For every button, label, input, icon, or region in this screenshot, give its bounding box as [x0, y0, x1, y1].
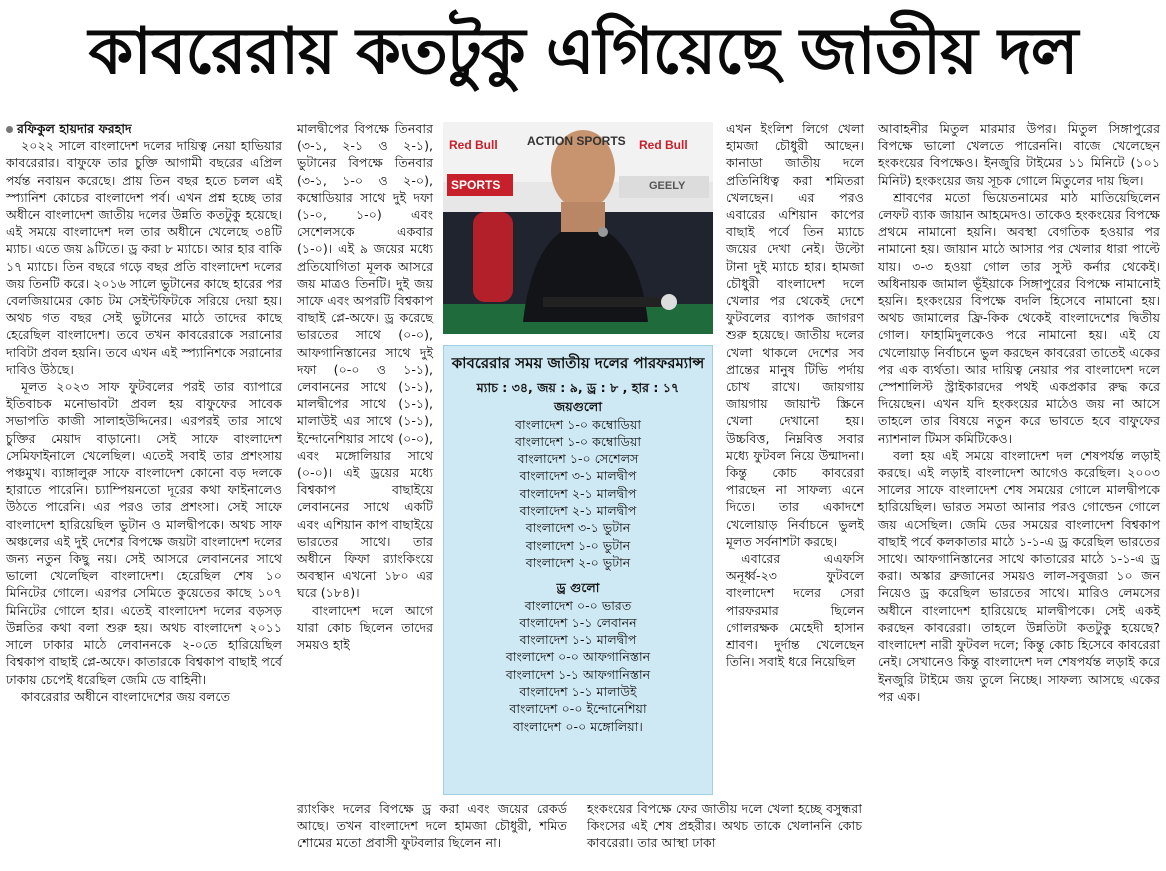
box-stats: ম্যাচ : ৩৪, জয় : ৯, ড্র : ৮ , হার : ১৭ — [476, 380, 680, 395]
paragraph: এখন ইংলিশ লিগে খেলা হামজা চৌধুরী আছেন। কানাডা জাতীয় দলে প্রতিনিধিত্ব করা শমিতরা খেলছেন। এর পরও এবারের এশিয়ান কাপের বাছাই পর্বে তিন ম্যাচে জয়ের দেখা নেই। উল্টো টানা দুই ম্যাচে হার। হামজা চৌধুরী বাংলাদেশ দলে খেলার পর থেকেই দেশে ফুটবলের ব্যাপক জাগরণ শুরু হয়েছে। জাতীয় দলের খেলা থাকলে দেশের সব প্রান্তের মানুষ টিভি পর্দায় চোখ রাখে। জায়গায় জায়গায় জায়ান্ট স্ক্রিনে খেলা দেখানো হয়। উচ্চবিত্ত, নিম্নবিত্ত সবার মধ্যে ফুটবল নিয়ে উন্মাদনা। কিন্তু কোচ কাবরেরা পারছেন না সাফল্য এনে দিতে। তার একাদশে খেলোয়াড় নির্বাচনে ভুলই মূলত সর্বনাশটা করছে। — [726, 121, 864, 549]
bullet-icon — [6, 126, 13, 133]
performance-box — [443, 345, 713, 795]
paragraph: হংকংয়ের বিপক্ষে ফের জাতীয় দলে খেলা হচ্ছে বসুন্ধরা কিংসের এই শেষ প্রহরীর। অথচ তাকে খেলাননি কোচ কাবরেরা। তার আস্থা ঢাকা — [587, 801, 862, 851]
paragraph: মূলত ২০২৩ সাফ ফুটবলের পরই তার ব্যাপারে ইতিবাচক মনোভাবটা প্রবল হয় বাফুফের সাবেক সভাপতি কাজী সালাহউদ্দিনের। এরপরই তার সাথে চুক্তির মেয়াদ বাড়ানো। সেই সাফে বাংলাদেশ সেমিফাইনালে খেলেছিল। এতেই সবাই তার প্রশংসায় পঞ্চমুখ। ব্যাঙ্গালুরু সাফে বাংলাদেশ কোনো বড় দলকে হারাতে পারেনি। চ্যাম্পিয়নতো দূরের কথা ফাইনালেও উঠতে পারেনি। এর পরও তার প্রশংসা। সেই সাফে বাংলাদেশ হারিয়েছিল ভুটান ও মালদ্বীপকে। অথচ সাফ অঞ্চলের এই দুই দেশের বিপক্ষে জয়টা বাংলাদেশ দলের জন্য নতুন কিছু নয়। সেই আসরে লেবাননের সাথে ভালো খেলেছিল বাংলাদেশ। হেরেছিল শেষ ১০ মিনিটের গোলে। এরপর সেমিতে কুয়েতের কাছে ১০৭ মিনিটের গোলে হার। এতেই বাংলাদেশ দলের বড়সড় উন্নতির কথা বলা শুরু হয়। অথচ বাংলাদেশ ২০১১ সালে ঢাকার মাঠে লেবাননকে ২-০তে হারিয়েছিল বিশ্বকাপ বাছাই প্লে-অফে। কাতারকে বিশ্বকাপ বাছাই পর্বে ঢাকায় চেপেই ধরেছিল জেমি ডে বাহিনী। — [6, 379, 282, 687]
article-column-1 — [6, 120, 282, 865]
banner-redbull-left: Red Bull — [449, 138, 498, 152]
win-row: বাংলাদেশ ১-০ সেশেলস — [517, 451, 639, 467]
draw-row: বাংলাদেশ ০-০ মঙ্গোলিয়া। — [513, 718, 643, 734]
draw-row: বাংলাদেশ ০-০ ইন্দোনেশিয়া — [509, 701, 647, 717]
win-row: বাংলাদেশ ১-০ কম্বোডিয়া — [514, 416, 642, 432]
win-row: বাংলাদেশ ২-১ মালদ্বীপ — [519, 485, 637, 501]
byline: রফিকুল হায়দার ফরহাদ — [17, 121, 132, 136]
wins-heading: জয়গুলো — [554, 399, 602, 415]
win-row: বাংলাদেশ ১-০ ভুটান — [525, 537, 631, 553]
paragraph: শ্রাবণের মতো ভিয়েতনামের মাঠ মাতিয়েছিলেন লেফট ব্যাক জায়ান আহমেদও। তাকেও হংকংয়ের বিপক্ষে প্রথমে নামানো হয়নি। অবস্থা বেগতিক হওয়ার পর নামানো হয়। জায়ান মাঠে আসার পর খেলার ধারা পাল্টে যায়। ৩-৩ হওয়া গোল তার সুস্ট কর্নার থেকেই। অধিনায়ক জামাল ভূঁইয়াকে সিঙ্গাপুরের বিপক্ষে নামানোই হয়নি। হংকংয়ের বিপক্ষে বদলি হিসেবে নামানো হয়। অথচ জামালের ফ্রি-কিক থেকেই বাংলাদেশের দ্বিতীয় গোল। ফাহামিদুলকেও পরে নামানো হয়। এই যে খেলোয়াড় নির্বাচনে ভুল করছেন কাবরেরা তাতেই একের পর এক ব্যর্থতা। আর দায়িত্ব নেয়ার পর বাংলাদেশ দলে স্পেশালিস্ট স্ট্রাইকারদের পথই একপ্রকার রুদ্ধ করে দিয়েছেন। এখন যদি হংকংয়ের মাঠেও জয় না আসে তাহলে তার বিষয়ে নতুন করে ভাবতে হবে বাফুফের ন্যাশনাল টিমস কমিটিকেও। — [878, 189, 1160, 446]
paragraph: মালদ্বীপের বিপক্ষে তিনবার (৩-১, ২-১ ও ২-১), ভুটানের বিপক্ষে তিনবার (৩-১, ১-০ ও ২-০), কম্বোডিয়ার সাথে দুই দফা (১-০, ১-০) এবং সেশেলসকে একবার (১-০)। এই ৯ জয়ের মধ্যে প্রতিযোগিতা মূলক আসরে জয় মাত্রও তিনটি। দুই জয় সাফে এবং অপরটি বিশ্বকাপ বাছাই প্লে-অফে। ড্র করেছে ভারতের সাথে (০-০), আফগানিস্তানের সাথে দুই দফা (০-০ ও ১-১), লেবাননের সাথে (১-১), মালদ্বীপের সাথে (১-১), মালাউই এর সাথে (১-১), ইন্দোনেশিয়ার সাথে (০-০), এবং মঙ্গোলিয়ার সাথে (০-০)। এই ড্রয়ের মধ্যে বিশ্বকাপ বাছাইয়ে লেবাননের সাথে একটি এবং এশিয়ান কাপ বাছাইয়ে ভারতের সাথে। তার অধীনে ফিফা র‌্যাংকিংয়ে অবস্থান এখনো ১৮০ এর ঘরে (১৮৪)। — [297, 121, 433, 601]
headline: কাবরেরায় কতটুকু এগিয়েছে জাতীয় দল — [88, 14, 1078, 89]
paragraph: বলা হয় এই সময়ে বাংলাদেশ দল শেষপর্যন্ত লড়াই করছে। এই লড়াই বাংলাদেশ আগেও করেছিল। ২০০৩ সালের সাফে বাংলাদেশ শেষ সময়ের গোলে মালদ্বীপকে হারিয়েছিল। ভারত সমতা আনার পরও গোল্ডেন গোলে জয় এসেছিল। জেমি ডের সময়ের বাংলাদেশ বিশ্বকাপ বাছাই পর্বে কলকাতার মাঠে ১-১-এ ড্র করেছিল ভারতের সাথে। আফগানিস্তানের সাথে কাতারের মাঠে ১-১-এ ড্র করা। অস্কার ব্রুজানের সময়ও লাল-সবুজরা ১০ জন নিয়েও ড্র করেছিল ভারতের সাথে। মারিও লেমসের অধীনে বাংলাদেশ হারিয়েছে মালদ্বীপকে। সেই একই করছেন কাবরেরা। তাহলে উন্নতিটা কতটুকু হয়েছে? বাংলাদেশ নারী ফুটবল দলে; কিন্তু কোচ হিসেবে কাবরেরা নেই। সেখানেও কিন্তু বাংলাদেশ দল শেষপর্যন্ত লড়াই করে ইনজুরি টাইমে জয় তুলে নিচ্ছে। সাফল্য আসছে একের পর এক। — [878, 447, 1160, 704]
draw-row: বাংলাদেশ ০-০ আফগানিস্তান — [505, 649, 651, 665]
draw-row: বাংলাদেশ ১-১ মালাউই — [519, 684, 637, 700]
banner-sports: SPORTS — [451, 178, 501, 192]
box-title: কাবরেরার সময় জাতীয় দলের পারফরম্যান্স — [451, 354, 705, 372]
paragraph: ২০২২ সালে বাংলাদেশ দলের দায়িত্ব নেয়া হাভিয়ার কাবরেরার। বাফুফে তার চুক্তি আগামী বছরের এপ্রিল পর্যন্ত নবায়ন করেছে। প্রায় তিন বছর হতে চলল এই স্প্যানিশ কোচের বাংলাদেশ পর্ব। এখন প্রশ্ন হচ্ছে তার অধীনে বাংলাদেশ জাতীয় দলের উন্নতি কতটুকু হয়েছে। এই সময়ে বাংলাদেশ দল তার অধীনে খেলেছে ৩৪টি ম্যাচ। এতে জয় ৯টিতে। ড্র করা ৮ ম্যাচে। আর হার বাকি ১৭ ম্যাচে। তিন বছরে গড়ে বছর প্রতি বাংলাদেশ দলের জয় তিনটি করে। ২০১৬ সালে ভুটানের কাছে হারের পর বেলজিয়ামের কোচ টম সেইন্টফিটকে সরিয়ে দেয়া হয়। অথচ গত বছর সেই ভুটানের মাঠে তাদের কাছে হেরেছিল বাংলাদেশ। তবে তখন কাবরেরাকে সরানোর দাবিটা প্রবল হয়নি। তবে এখন এই স্প্যানিশকে সরানোর দাবিও উঠছে। — [6, 138, 282, 377]
article-column-5 — [878, 120, 1160, 865]
banner-action-sports: ACTION SPORTS — [527, 134, 626, 148]
paragraph: আবাহনীর মিতুল মারমার উপর। মিতুল সিঙ্গাপুরের বিপক্ষে ভালো খেলতে পারেননি। বাজে খেলেছেন হংকংয়ের বিপক্ষেও। ইনজুরি টাইমের ১১ মিনিটে (১০১ মিনিট) হংকংয়ের জয় সূচক গোলে মিতুলের দায় ছিল। — [878, 121, 1160, 188]
draws-heading: ড্র গুলো — [556, 580, 600, 596]
win-row: বাংলাদেশ ৩-১ মালদ্বীপ — [519, 468, 637, 484]
draw-row: বাংলাদেশ ১-১ মালদ্বীপ — [519, 632, 637, 648]
paragraph: বাংলাদেশ দলে আগে যারা কোচ ছিলেন তাদের সময়ও হাই — [297, 602, 433, 653]
win-row: বাংলাদেশ ৩-১ ভুটান — [525, 520, 631, 536]
coach-photo-image — [443, 122, 713, 334]
paragraph: এবারের এএফসি অনূর্ধ্ব-২৩ ফুটবলে বাংলাদেশ দলের সেরা পারফরমার ছিলেন গোলরক্ষক মেহেদী হাসান শ্রাবণ। দুর্দান্ত খেলেছেন তিনি। সবাই ধরে নিয়েছিল — [726, 551, 864, 670]
paragraph: র‌্যাংকিং দলের বিপক্ষে ড্র করা এবং জয়ের রেকর্ড আছে। তখন বাংলাদেশ দলে হামজা চৌধুরী, শমিত শোমের মতো প্রবাসী ফুটবলার ছিলেন না। — [297, 801, 567, 851]
coach-photo — [443, 122, 713, 334]
draw-row: বাংলাদেশ ১-১ লেবানন — [519, 614, 637, 630]
win-row: বাংলাদেশ ২-০ ভুটান — [525, 554, 631, 570]
paragraph: কাবরেরার অধীনে বাংলাদেশের জয় বলতে — [21, 688, 231, 704]
draw-row: বাংলাদেশ ০-০ ভারত — [524, 597, 632, 613]
article-column-4 — [726, 120, 864, 810]
draw-row: বাংলাদেশ ১-১ আফগানিস্তান — [505, 666, 651, 682]
article-column-2 — [297, 120, 433, 653]
banner-redbull-right: Red Bull — [639, 138, 688, 152]
win-row: বাংলাদেশ ২-১ মালদ্বীপ — [519, 503, 637, 519]
win-row: বাংলাদেশ ১-০ কম্বোডিয়া — [514, 433, 642, 449]
banner-geely: GEELY — [649, 180, 686, 192]
